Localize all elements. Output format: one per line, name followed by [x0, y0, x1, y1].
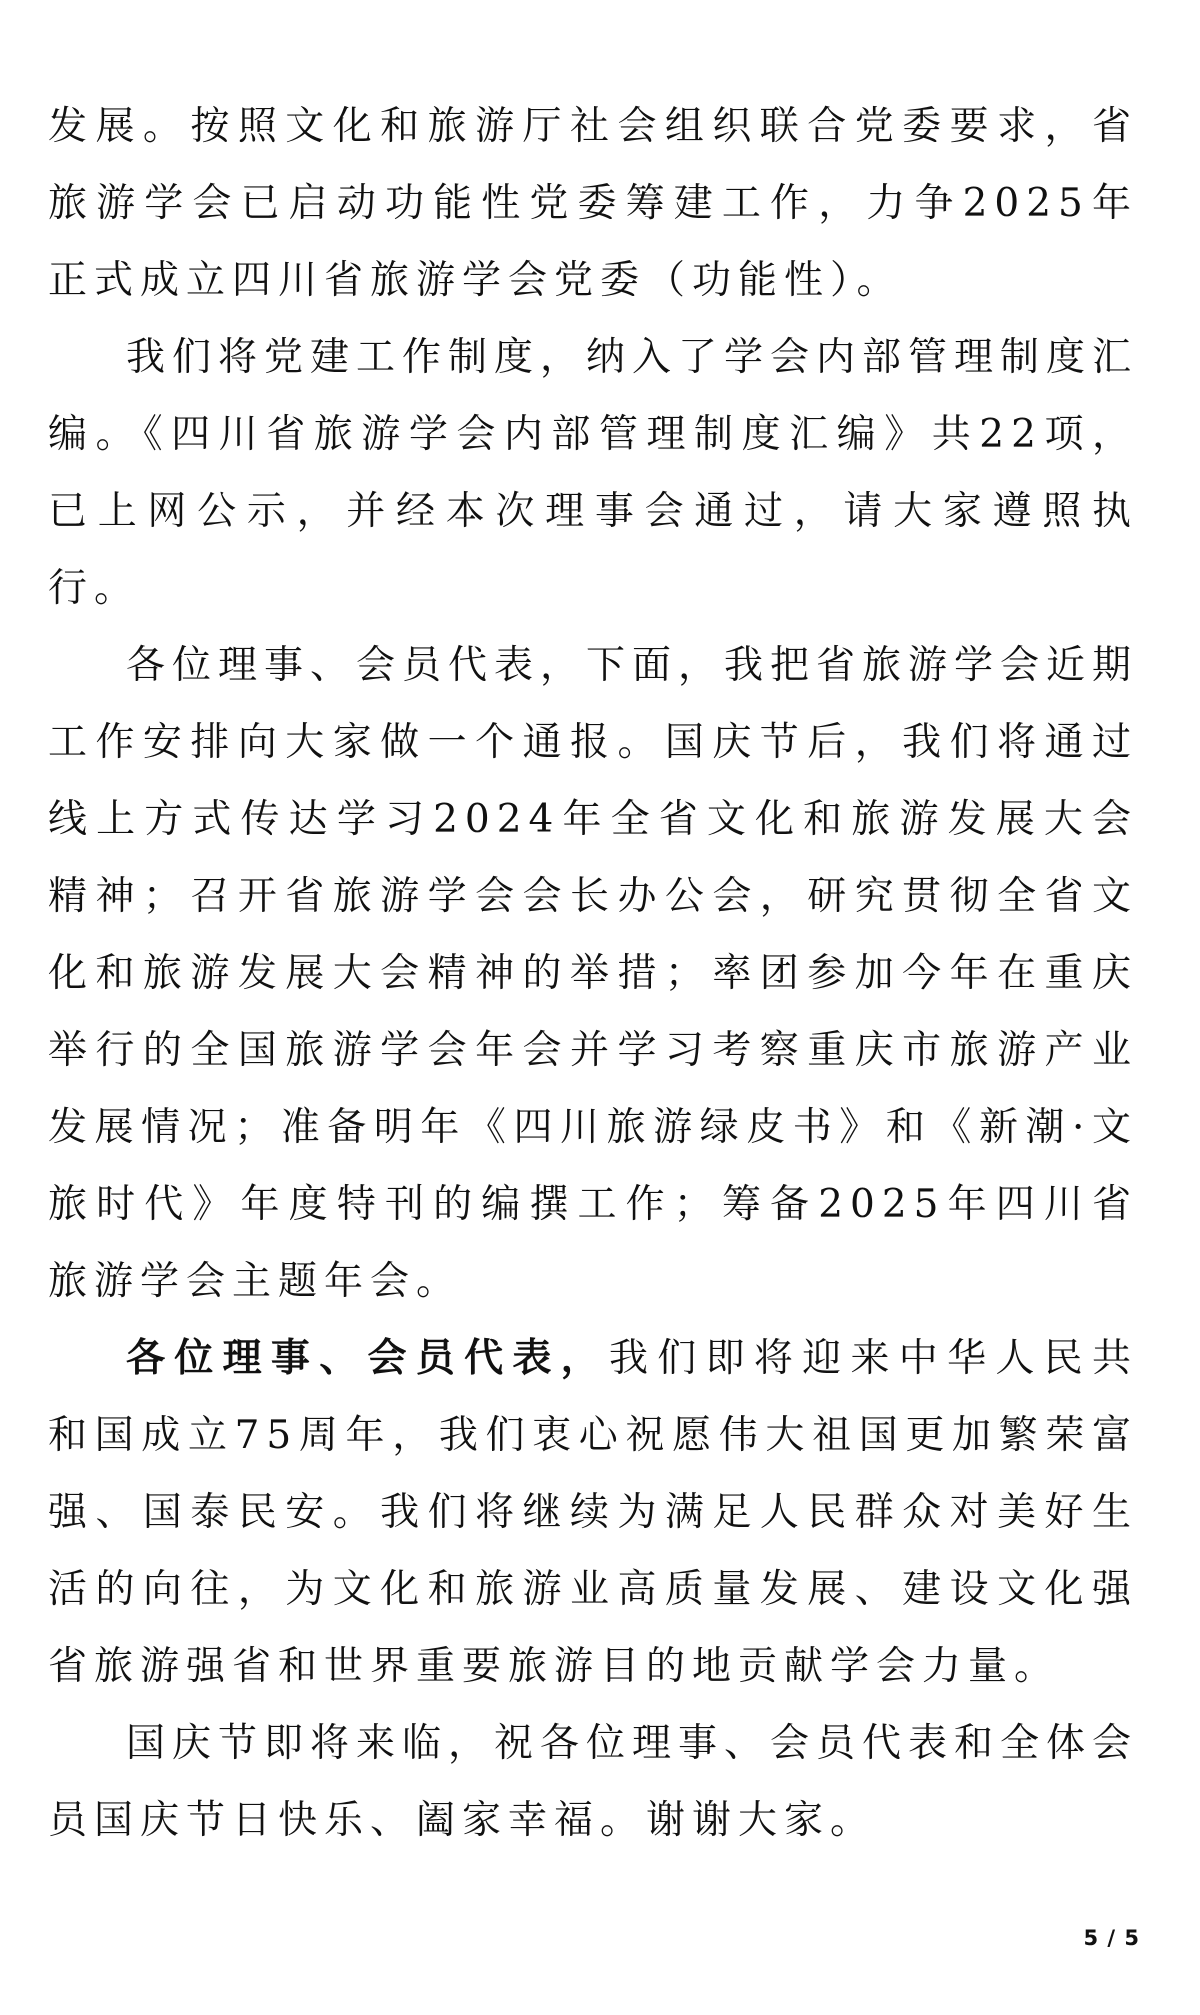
paragraph-work-arrangements: 各位理事、会员代表，下面，我把省旅游学会近期工作安排向大家做一个通报。国庆节后，我们将通过线上方式传达学习2024年全省文化和旅游发展大会精神；召开省旅游学会会长办公会，研究贯彻全省文化和旅游发展大会精神的举措；率团参加今年在重庆举行的全国旅游学会年会并学习考察重庆市旅游产业发展情况；准备明年《四川旅游绿皮书》和《新潮·文旅时代》年度特刊的编撰工作；筹备2025年四川省旅游学会主题年会。: [48, 643, 1139, 1304]
paragraph-closing-greeting: 国庆节即将来临，祝各位理事、会员代表和全体会员国庆节日快乐、阖家幸福。谢谢大家。: [48, 1721, 1139, 1843]
page-number: 5 / 5: [1083, 1926, 1140, 1950]
paragraph-party-building-rules: 我们将党建工作制度，纳入了学会内部管理制度汇编。《四川省旅游学会内部管理制度汇编》共22项，已上网公示，并经本次理事会通过，请大家遵照执行。: [48, 335, 1139, 611]
document-body: [48, 88, 1138, 1859]
paragraph-bold-lead: 各位理事、会员代表，: [126, 1335, 609, 1381]
paragraph-anniversary: [48, 1320, 1138, 1705]
paragraph-continuation: 发展。按照文化和旅游厅社会组织联合党委要求，省旅游学会已启动功能性党委筹建工作，力争2025年正式成立四川省旅游学会党委（功能性）。: [48, 104, 1138, 303]
paragraph-anniversary-body: 我们即将迎来中华人民共和国成立75周年，我们衷心祝愿伟大祖国更加繁荣富强、国泰民安。我们将继续为满足人民群众对美好生活的向往，为文化和旅游业高质量发展、建设文化强省旅游强省和世界重要旅游目的地贡献学会力量。: [48, 1336, 1138, 1689]
